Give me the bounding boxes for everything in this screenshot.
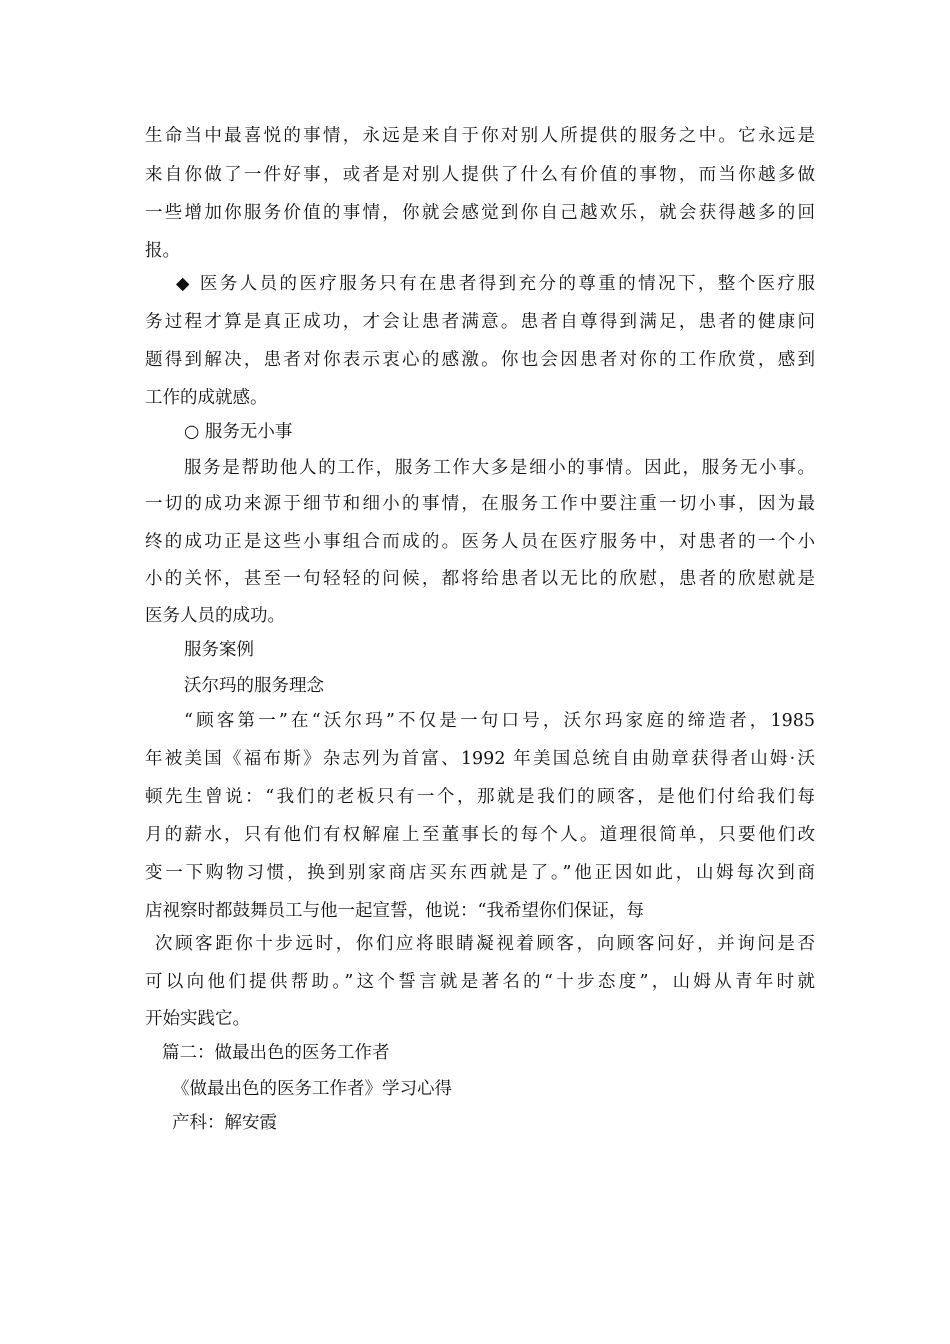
paragraph-line: 可以向他们提供帮助。”这个誓言就是著名的“十步态度”，山姆从青年时就 bbox=[145, 972, 815, 992]
paragraph-line: 月的薪水，只有他们有权解雇上至董事长的每个人。道理很简单，只要他们改 bbox=[145, 825, 815, 845]
paragraph-line: “顾客第一”在“沃尔玛”不仅是一句口号，沃尔玛家庭的缔造者，1985 bbox=[184, 711, 815, 731]
paragraph-line: 题得到解决，患者对你表示衷心的感激。你也会因患者对你的工作欣赏，感到 bbox=[145, 350, 815, 370]
paragraph-line: 生命当中最喜悦的事情，永远是来自于你对别人所提供的服务之中。它永远是 bbox=[145, 126, 815, 146]
author-line: 产科：解安霞 bbox=[172, 1113, 277, 1133]
paragraph-line: 报。 bbox=[145, 241, 180, 261]
paragraph-line: 开始实践它。 bbox=[145, 1009, 250, 1029]
paragraph-line: 小的关怀，甚至一句轻轻的问候，都将给患者以无比的欣慰，患者的欣慰就是 bbox=[145, 569, 815, 589]
paragraph-line: 来自你做了一件好事，或者是对别人提供了什么有价值的事物，而当你越多做 bbox=[145, 165, 815, 185]
paragraph-line: 顿先生曾说：“我们的老板只有一个，那就是我们的顾客，是他们付给我们每 bbox=[145, 787, 815, 807]
subheading: 服务案例 bbox=[184, 640, 254, 660]
paragraph-line: 终的成功正是这些小事组合而成的。医务人员在医疗服务中，对患者的一个小 bbox=[145, 532, 815, 552]
paragraph-line: 店视察时都鼓舞员工与他一起宣誓，他说：“我希望你们保证，每 bbox=[145, 901, 644, 921]
paragraph-line: 一切的成功来源于细节和细小的事情，在服务工作中要注重一切小事，因为最 bbox=[145, 494, 815, 514]
paragraph-line: 年被美国《福布斯》杂志列为首富、1992 年美国总统自由勋章获得者山姆·沃 bbox=[145, 749, 815, 769]
paragraph-line: 务过程才算是真正成功，才会让患者满意。患者自尊得到满足，患者的健康问 bbox=[145, 312, 815, 332]
article-title: 《做最出色的医务工作者》学习心得 bbox=[172, 1079, 452, 1099]
paragraph-line: 变一下购物习惯，换到别家商店买东西就是了。”他正因如此，山姆每次到商 bbox=[145, 863, 815, 883]
case-title: 沃尔玛的服务理念 bbox=[184, 676, 324, 696]
bullet-paragraph-line: ◆ 医务人员的医疗服务只有在患者得到充分的尊重的情况下，整个医疗服 bbox=[176, 274, 815, 294]
section-heading: ○ 服务无小事 bbox=[184, 422, 293, 442]
paragraph-line: 工作的成就感。 bbox=[145, 388, 268, 408]
paragraph-line: 次顾客距你十步远时，你们应将眼睛凝视着顾客，向顾客问好，并询问是否 bbox=[155, 934, 815, 954]
chapter-heading: 篇二：做最出色的医务工作者 bbox=[162, 1043, 390, 1063]
paragraph-line: 一些增加你服务价值的事情，你就会感觉到你自己越欢乐，就会获得越多的回 bbox=[145, 203, 815, 223]
paragraph-line: 服务是帮助他人的工作，服务工作大多是细小的事情。因此，服务无小事。 bbox=[184, 458, 815, 478]
paragraph-line: 医务人员的成功。 bbox=[145, 606, 285, 626]
